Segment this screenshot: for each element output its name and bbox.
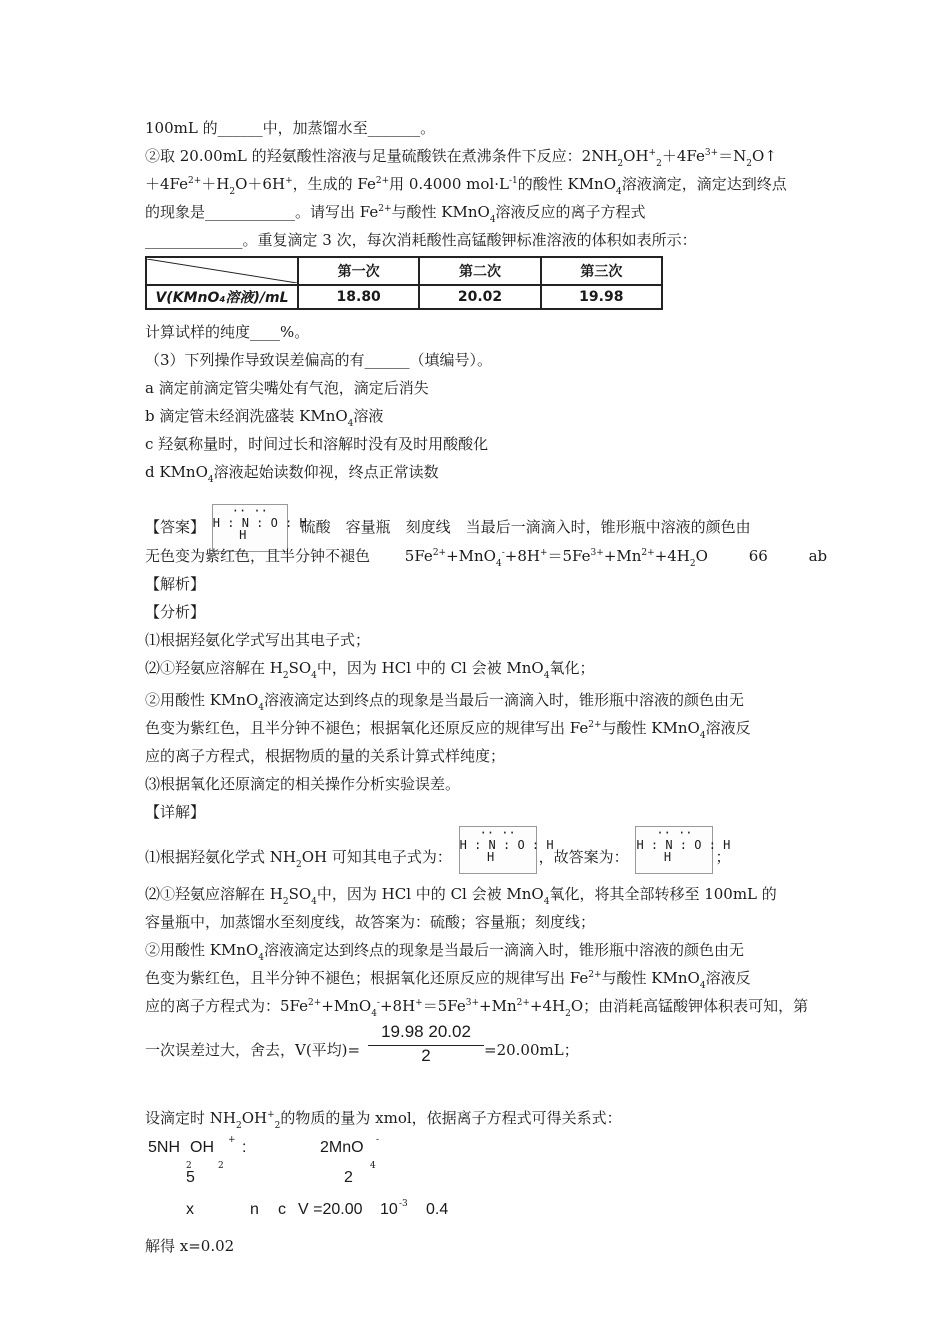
relation-n: n <box>250 1201 259 1218</box>
text: SO <box>288 659 312 677</box>
analysis-p4 <box>145 718 751 741</box>
text: 与酸性 KMnO <box>601 719 700 737</box>
detail-d2 <box>145 884 777 907</box>
text: +8H <box>504 547 540 565</box>
detail-d7 <box>145 1040 360 1060</box>
text: 溶液滴定达到终点的现象是当最后一滴滴入时，锥形瓶中溶液的颜色由无 <box>264 941 745 959</box>
subscript: 2 <box>295 860 302 870</box>
lewis-top: ·· ·· <box>479 826 516 840</box>
table-header: 第二次 <box>419 257 540 285</box>
text: b 滴定管未经润洗盛装 KMnO <box>145 407 348 425</box>
text: 中，因为 HCl 中的 Cl 会被 MnO <box>316 885 544 903</box>
text: O＋6H <box>235 175 286 193</box>
answer-line-2 <box>145 546 827 569</box>
superscript: 2+ <box>308 998 322 1008</box>
text: +4H <box>529 997 566 1015</box>
table-cell: 19.98 <box>541 285 662 309</box>
text: 应的离子方程式为：5Fe <box>145 997 309 1015</box>
text: ⑴根据羟氨化学式 NH <box>145 848 296 866</box>
text: 中，因为 HCl 中的 Cl 会被 MnO <box>316 659 544 677</box>
text: O↑ <box>752 147 777 165</box>
text: O；由消耗高锰酸钾体积表可知，第 <box>570 997 809 1015</box>
text: 5Fe <box>404 547 433 565</box>
subscript: 2 <box>274 1121 281 1131</box>
answer-options: ab <box>808 547 828 565</box>
text: ⑵①羟氨应溶解在 H <box>145 885 283 903</box>
detail-d7-result: =20.00mL； <box>484 1041 579 1059</box>
text: ②用酸性 KMnO <box>145 691 259 709</box>
text: 的物质的量为 xmol，依据离子方程式可得关系式： <box>280 1109 622 1127</box>
analysis-heading: 【解析】 <box>145 575 206 593</box>
subscript: 2 <box>218 1161 224 1171</box>
text: 色变为紫红色，且半分钟不褪色；根据氧化还原反应的规律写出 Fe <box>145 969 589 987</box>
table-header: 第三次 <box>541 257 662 285</box>
subscript: 2 <box>746 159 752 169</box>
text: 溶液滴定达到终点的现象是当最后一滴滴入时，锥形瓶中溶液的颜色由无 <box>264 691 745 709</box>
superscript: 2+ <box>375 176 390 186</box>
text: ⑵①羟氨应溶解在 H <box>145 659 283 677</box>
detail-d1 <box>145 826 731 874</box>
superscript: -3 <box>399 1199 408 1209</box>
relation-r1b: OH <box>190 1139 214 1156</box>
text: ＋4Fe <box>145 175 189 193</box>
average-fraction <box>368 1022 484 1066</box>
answer-purity: 66 <box>748 547 768 565</box>
table-header: 第一次 <box>298 257 419 285</box>
subscript: 2 <box>282 897 289 907</box>
table-row <box>146 285 662 309</box>
subscript: 2 <box>229 187 236 197</box>
text: +4H <box>654 547 690 565</box>
subscript: 2 <box>186 1161 192 1171</box>
lewis-h: H <box>663 850 672 864</box>
text: ②取 20.00mL 的羟氨酸性溶液与足量硫酸铁在煮沸条件下反应：2NH <box>145 147 618 165</box>
diagonal-line <box>147 259 297 283</box>
table-diagonal-cell <box>146 257 298 285</box>
superscript: 2+ <box>641 548 655 558</box>
text: OH 可知其电子式为： <box>301 848 452 866</box>
superscript: 2+ <box>588 720 602 730</box>
subscript: 2 <box>235 1121 242 1131</box>
superscript: 2+ <box>516 998 530 1008</box>
detail-d3: 容量瓶中，加蒸馏水至刻度线，故答案为：硫酸；容量瓶；刻度线； <box>145 913 596 931</box>
text: ＝5Fe <box>422 997 466 1015</box>
subscript: 4 <box>699 731 706 741</box>
lewis-h: H <box>239 528 247 542</box>
subscript: 4 <box>311 671 317 681</box>
superscript: - <box>376 1135 380 1145</box>
relation-x: x <box>186 1201 194 1218</box>
detail-d5 <box>145 968 751 991</box>
option-c: c 羟氨称量时，时间过长和溶解时没有及时用酸酸化 <box>145 435 489 453</box>
subscript: 4 <box>258 703 265 713</box>
text-line <box>145 146 777 169</box>
detail-result: 解得 x=0.02 <box>145 1237 235 1255</box>
text: ，生成的 Fe <box>292 175 376 193</box>
table-cell: 20.02 <box>419 285 540 309</box>
text: 溶液反 <box>705 719 751 737</box>
subscript: 2 <box>282 671 289 681</box>
text: OH <box>623 147 649 165</box>
superscript: 3+ <box>704 148 719 158</box>
subscript: 2 <box>689 559 696 569</box>
lewis-structure <box>212 504 307 552</box>
text: 的酸性 KMnO <box>517 175 617 193</box>
analysis-p2 <box>145 658 594 681</box>
text: 无色变为紫红色，且半分钟不褪色 <box>145 547 371 565</box>
text: ＝5Fe <box>547 547 591 565</box>
subscript: 2 <box>565 1009 571 1019</box>
analysis-p3 <box>145 690 744 713</box>
volume-table <box>145 256 663 310</box>
detail-d4 <box>145 940 744 963</box>
superscript: - <box>376 998 380 1008</box>
text: ； <box>715 848 731 866</box>
lewis-structure <box>459 826 554 874</box>
text: 一次误差过大，舍去，V(平均)= <box>145 1041 361 1059</box>
analysis-p6: ⑶根据氧化还原滴定的相关操作分析实验误差。 <box>145 775 461 793</box>
relation-04: 0.4 <box>426 1201 449 1218</box>
relation-colon: : <box>242 1139 247 1156</box>
detail-d6 <box>145 996 808 1019</box>
table-row-label: V(KMnO₄溶液)/mL <box>146 285 298 309</box>
subscript: 4 <box>311 897 317 907</box>
text: 与酸性 KMnO <box>391 203 490 221</box>
text: 溶液反应的离子方程式 <box>495 203 646 221</box>
text: +Mn <box>479 997 517 1015</box>
relation-r1d: 2MnO <box>320 1139 364 1156</box>
superscript: 2+ <box>378 204 392 214</box>
text: SO <box>288 885 312 903</box>
subscript: 4 <box>347 419 354 429</box>
superscript: 2+ <box>188 176 202 186</box>
text: 氧化，将其全部转移至 100mL 的 <box>549 885 777 903</box>
superscript: + <box>539 548 548 558</box>
question-3: （3）下列操作导致误差偏高的有______（填编号）。 <box>145 351 493 369</box>
relation-c: c <box>278 1201 286 1218</box>
subscript: 4 <box>370 1161 376 1171</box>
lewis-top: ·· ·· <box>231 504 268 518</box>
text: OH <box>241 1109 268 1127</box>
subscript: 2 <box>617 159 624 169</box>
subscript: 4 <box>543 897 550 907</box>
relation-10: 10 <box>380 1201 398 1218</box>
text: 色变为紫红色，且半分钟不褪色；根据氧化还原反应的规律写出 Fe <box>145 719 589 737</box>
subscript: 4 <box>699 981 706 991</box>
subscript: 4 <box>371 1009 377 1019</box>
subscript: 4 <box>495 559 502 569</box>
answer-items: 硫酸 容量瓶 刻度线 当最后一滴滴入时，锥形瓶中溶液的颜色由 <box>300 518 751 536</box>
text: 氧化； <box>549 659 595 677</box>
superscript: -1 <box>508 176 518 186</box>
text-line <box>145 202 646 225</box>
text-line <box>145 174 787 197</box>
text: d KMnO <box>145 463 208 481</box>
superscript: + <box>648 148 657 158</box>
text: 与酸性 KMnO <box>601 969 700 987</box>
fraction-denominator: 2 <box>421 1046 431 1065</box>
lewis-h: H <box>487 850 495 864</box>
text: 溶液起始读数仰视，终点正常读数 <box>213 463 439 481</box>
text: 的现象是____________。请写出 Fe <box>145 203 379 221</box>
text-line: 100mL 的______中，加蒸馏水至_______。 <box>145 119 436 137</box>
lewis-mid: H : N : O : H <box>459 838 554 852</box>
superscript: 3+ <box>590 548 604 558</box>
relation-v: V =20.00 <box>298 1201 363 1218</box>
text: ＝N <box>718 147 747 165</box>
text-line: _____________。重复滴定 3 次，每次消耗酸性高锰酸钾标准溶液的体积如表所示： <box>145 231 697 249</box>
text: +MnO <box>321 997 372 1015</box>
superscript: + <box>285 176 293 186</box>
analysis-subheading: 【分析】 <box>145 603 206 621</box>
lewis-top: ·· ·· <box>656 826 693 840</box>
analysis-p1: ⑴根据羟氨化学式写出其电子式； <box>145 631 371 649</box>
text: +Mn <box>603 547 642 565</box>
superscript: - <box>501 548 505 558</box>
superscript: + <box>415 998 423 1008</box>
table-cell: 18.80 <box>298 285 419 309</box>
relation-r1a: 5NH <box>148 1139 181 1156</box>
subscript: 2 <box>656 159 662 169</box>
option-b <box>145 406 383 429</box>
superscript: 3+ <box>465 998 480 1008</box>
relation-r2b: 2 <box>344 1169 353 1186</box>
text: ＋4Fe <box>661 147 705 165</box>
answer-label: 【答案】 <box>145 518 206 536</box>
text: 设滴定时 NH <box>145 1109 236 1127</box>
superscript: 2+ <box>432 548 447 558</box>
relation-r2a: 5 <box>186 1169 195 1186</box>
subscript: 4 <box>207 475 214 485</box>
text: +MnO <box>446 547 496 565</box>
option-a: a 滴定前滴定管尖嘴处有气泡，滴定后消失 <box>145 379 429 397</box>
subscript: 4 <box>616 187 622 197</box>
text: ＋H <box>201 175 230 193</box>
detail-heading: 【详解】 <box>145 803 206 821</box>
text: ，故答案为： <box>538 848 629 866</box>
text: ②用酸性 KMnO <box>145 941 259 959</box>
option-d <box>145 462 439 485</box>
text-line: 计算试样的纯度____%。 <box>145 323 310 341</box>
superscript: + <box>228 1135 236 1145</box>
subscript: 4 <box>543 671 550 681</box>
text: 溶液反 <box>705 969 751 987</box>
detail-d8 <box>145 1108 622 1131</box>
text: 溶液 <box>353 407 384 425</box>
subscript: 4 <box>258 953 265 963</box>
lewis-mid: H : N : O : H <box>636 838 731 852</box>
fraction-numerator: 19.98 20.02 <box>381 1022 471 1041</box>
text: O <box>695 547 708 565</box>
superscript: + <box>267 1110 275 1120</box>
table-row <box>146 257 662 285</box>
subscript: 4 <box>489 215 496 225</box>
text: 用 0.4000 mol·L <box>389 175 509 193</box>
superscript: 2+ <box>588 970 602 980</box>
text: 溶液滴定，滴定达到终点 <box>621 175 787 193</box>
lewis-structure <box>635 826 731 874</box>
text: +8H <box>379 997 416 1015</box>
answer-line <box>145 504 751 552</box>
lewis-mid: H : N : O : H <box>212 516 307 530</box>
analysis-p5: 应的离子方程式，根据物质的量的关系计算式样纯度； <box>145 747 506 765</box>
